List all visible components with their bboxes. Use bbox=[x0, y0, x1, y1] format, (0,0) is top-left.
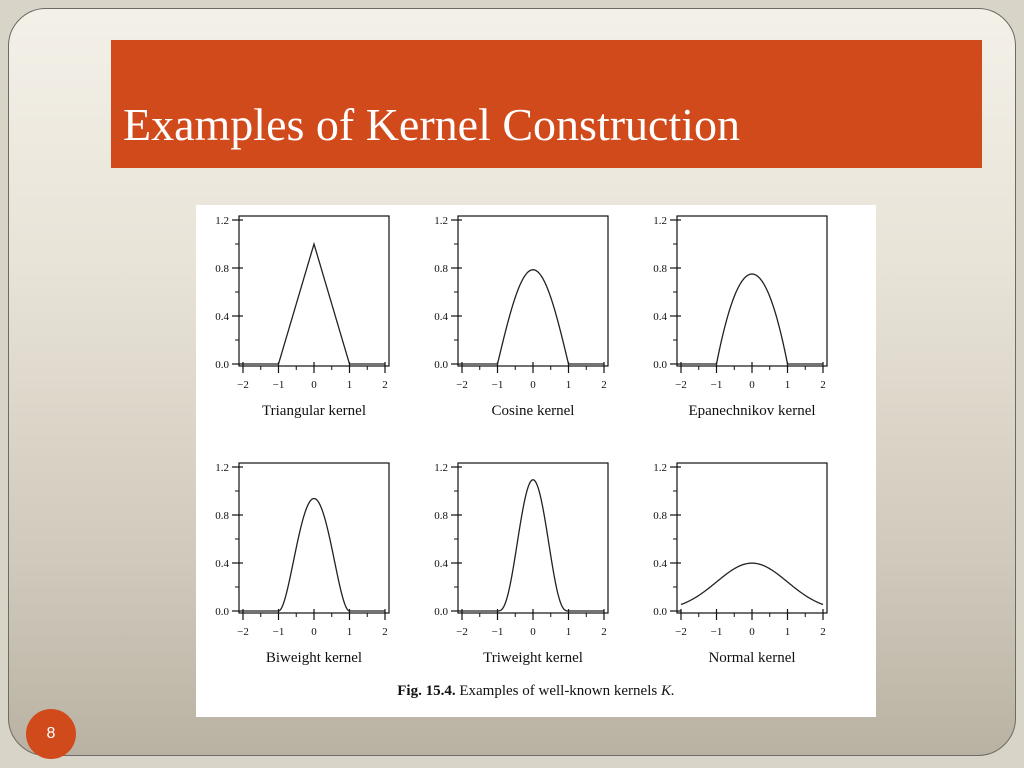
caption-text: Examples of well-known kernels bbox=[459, 683, 658, 699]
plot-frame bbox=[239, 216, 389, 366]
y-tick-label: 1.2 bbox=[434, 215, 448, 227]
x-tick-label: −2 bbox=[675, 626, 687, 638]
y-tick-label: 1.2 bbox=[653, 462, 667, 474]
slide-background bbox=[8, 8, 1016, 756]
x-tick-label: 1 bbox=[346, 626, 353, 638]
x-tick-label: 2 bbox=[601, 379, 607, 391]
page-number-badge: 8 bbox=[26, 709, 76, 759]
y-tick-label: 0.8 bbox=[215, 263, 229, 275]
y-tick-label: 0.4 bbox=[215, 311, 229, 323]
kernel-figure bbox=[196, 205, 876, 717]
kernel-curve-biweight bbox=[243, 499, 385, 612]
x-tick-label: −2 bbox=[675, 379, 687, 391]
y-tick-label: 0.0 bbox=[434, 606, 448, 618]
x-tick-label: 1 bbox=[565, 626, 572, 638]
y-tick-label: 0.4 bbox=[653, 311, 667, 323]
x-tick-label: 0 bbox=[530, 626, 536, 638]
slide-title: Examples of Kernel Construction bbox=[123, 99, 741, 150]
plot-frame bbox=[239, 463, 389, 613]
y-tick-label: 0.8 bbox=[215, 510, 229, 522]
y-tick-label: 1.2 bbox=[215, 215, 229, 227]
kernel-curve-triangular bbox=[243, 244, 385, 364]
x-tick-label: −1 bbox=[710, 626, 723, 638]
x-tick-label: 0 bbox=[749, 626, 755, 638]
x-tick-label: 2 bbox=[601, 626, 607, 638]
y-tick-label: 0.4 bbox=[434, 311, 448, 323]
figure-caption bbox=[196, 683, 876, 700]
plot-frame bbox=[677, 463, 827, 613]
y-tick-label: 1.2 bbox=[215, 462, 229, 474]
y-tick-label: 0.8 bbox=[653, 510, 667, 522]
x-tick-label: 2 bbox=[382, 379, 388, 391]
x-tick-label: −2 bbox=[456, 626, 468, 638]
x-tick-label: 1 bbox=[565, 379, 572, 391]
caption-symbol: K. bbox=[660, 683, 675, 699]
y-tick-label: 0.8 bbox=[434, 510, 448, 522]
y-tick-label: 0.4 bbox=[434, 558, 448, 570]
kernel-plots bbox=[196, 205, 876, 717]
subplot-title: Biweight kernel bbox=[265, 650, 363, 666]
kernel-curve-triweight bbox=[462, 480, 604, 611]
subplot-title: Cosine kernel bbox=[491, 403, 575, 419]
y-tick-label: 0.4 bbox=[653, 558, 667, 570]
y-tick-label: 0.8 bbox=[434, 263, 448, 275]
x-tick-label: −2 bbox=[456, 379, 468, 391]
kernel-curve-cosine bbox=[462, 270, 604, 364]
kernel-curve-normal bbox=[681, 563, 823, 604]
x-tick-label: 2 bbox=[820, 626, 826, 638]
title-bar bbox=[111, 40, 982, 168]
x-tick-label: 1 bbox=[784, 379, 791, 391]
x-tick-label: 1 bbox=[346, 379, 353, 391]
x-tick-label: −1 bbox=[710, 379, 723, 391]
x-tick-label: 0 bbox=[311, 626, 317, 638]
x-tick-label: 2 bbox=[382, 626, 388, 638]
y-tick-label: 0.4 bbox=[215, 558, 229, 570]
subplot-title: Triangular kernel bbox=[261, 403, 367, 419]
plot-frame bbox=[458, 216, 608, 366]
y-tick-label: 0.0 bbox=[215, 359, 229, 371]
kernel-panel-cosine bbox=[434, 215, 608, 419]
kernel-panel-epanechnikov bbox=[653, 215, 827, 419]
y-tick-label: 1.2 bbox=[653, 215, 667, 227]
y-tick-label: 1.2 bbox=[434, 462, 448, 474]
kernel-panel-triweight bbox=[434, 462, 608, 666]
kernel-curve-epanechnikov bbox=[681, 274, 823, 364]
x-tick-label: −1 bbox=[491, 379, 504, 391]
caption-label: Fig. 15.4. bbox=[397, 683, 456, 699]
kernel-panel-triangular bbox=[215, 215, 389, 419]
x-tick-label: −1 bbox=[272, 626, 285, 638]
y-tick-label: 0.0 bbox=[215, 606, 229, 618]
kernel-panel-biweight bbox=[215, 462, 389, 666]
x-tick-label: −2 bbox=[237, 379, 249, 391]
kernel-panel-normal bbox=[653, 462, 827, 666]
x-tick-label: 0 bbox=[530, 379, 536, 391]
y-tick-label: 0.0 bbox=[653, 359, 667, 371]
x-tick-label: 0 bbox=[749, 379, 755, 391]
subplot-title: Normal kernel bbox=[708, 650, 796, 666]
x-tick-label: −1 bbox=[272, 379, 285, 391]
x-tick-label: −1 bbox=[491, 626, 504, 638]
x-tick-label: 1 bbox=[784, 626, 791, 638]
y-tick-label: 0.0 bbox=[434, 359, 448, 371]
plot-frame bbox=[458, 463, 608, 613]
x-tick-label: 0 bbox=[311, 379, 317, 391]
y-tick-label: 0.8 bbox=[653, 263, 667, 275]
subplot-title: Epanechnikov kernel bbox=[688, 403, 816, 419]
subplot-title: Triweight kernel bbox=[483, 650, 583, 666]
x-tick-label: −2 bbox=[237, 626, 249, 638]
y-tick-label: 0.0 bbox=[653, 606, 667, 618]
x-tick-label: 2 bbox=[820, 379, 826, 391]
plot-frame bbox=[677, 216, 827, 366]
